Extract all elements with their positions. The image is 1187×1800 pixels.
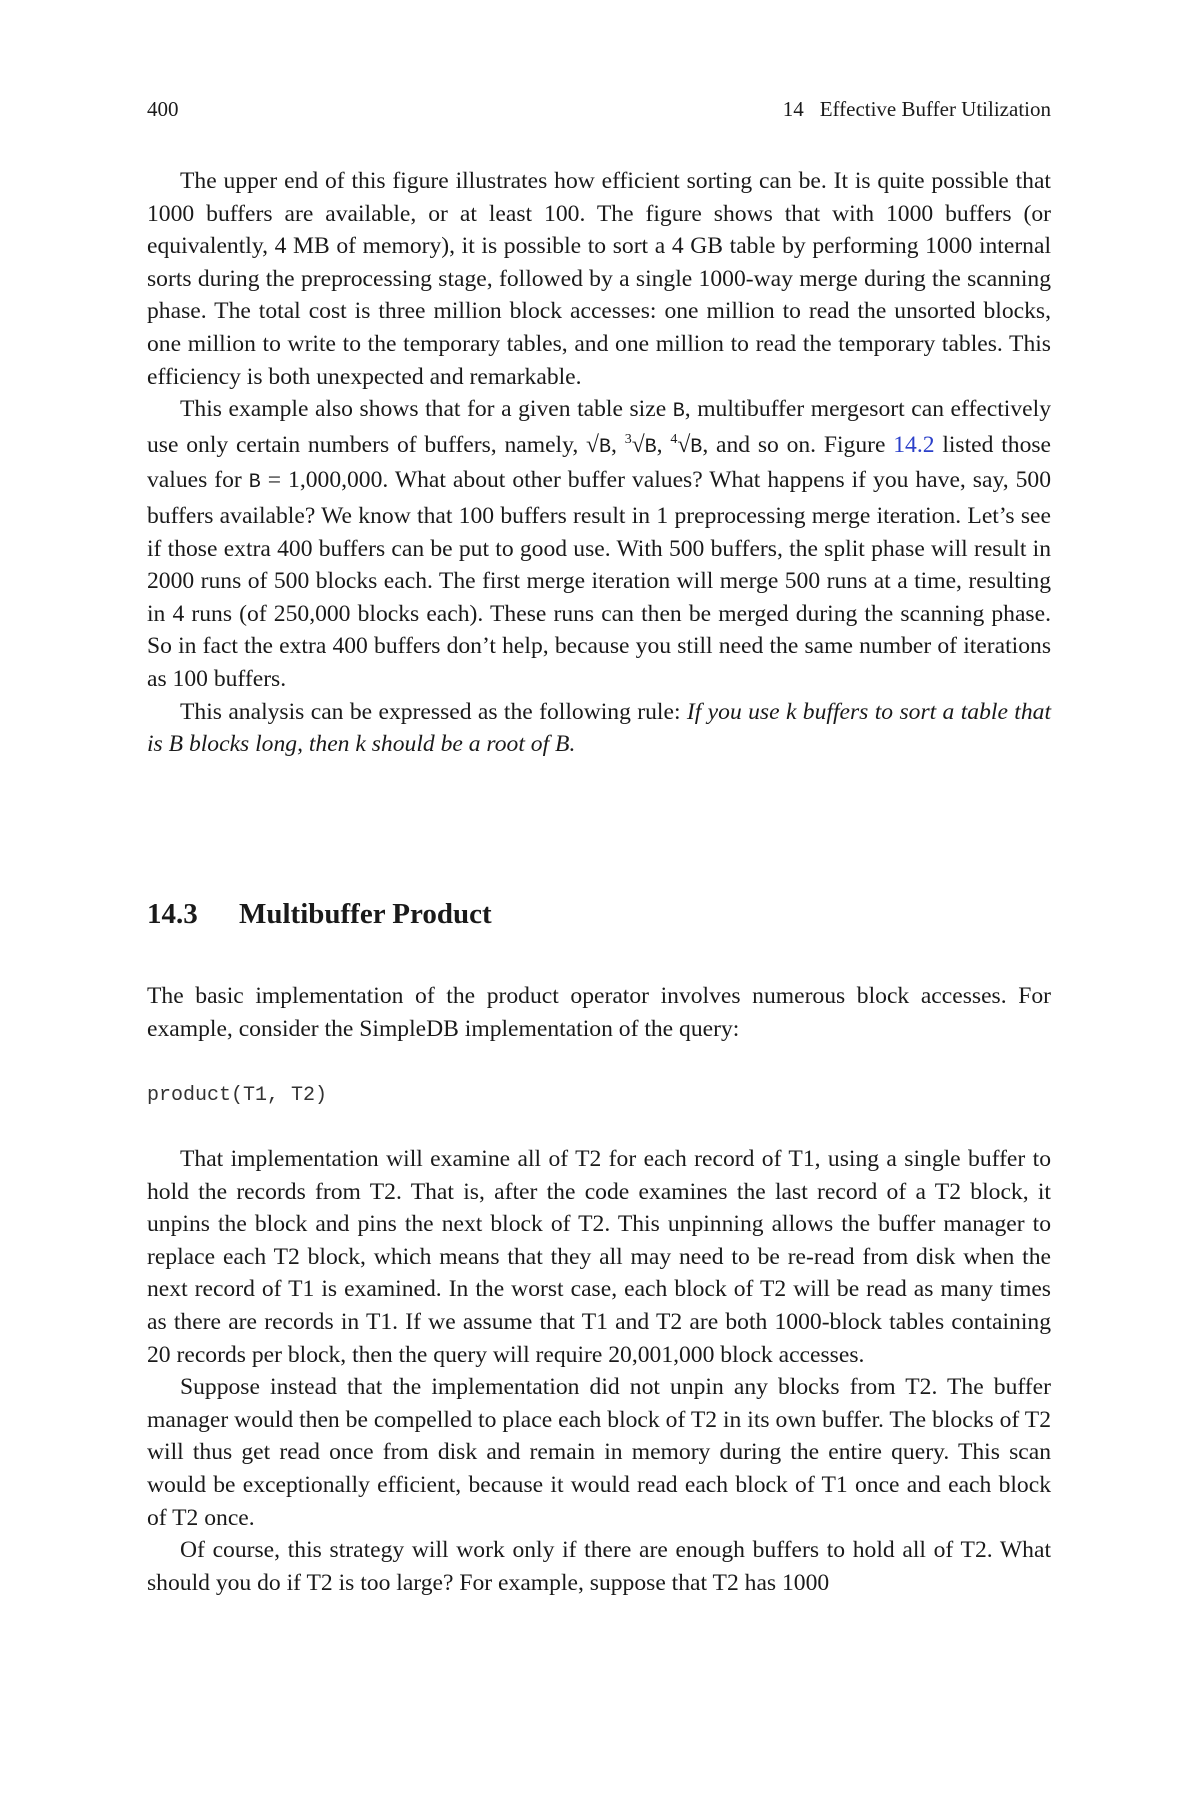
section-title: Multibuffer Product [239, 898, 492, 930]
paragraph-rule: This analysis can be expressed as the following rule: If you use k buffers to sort a table that is B blocks long, then k should be a root of B. [147, 698, 1051, 758]
book-page [147, 0, 1051, 1800]
rule-statement: If you use k buffers to sort a table that is B blocks long, then k should be a root of B. [147, 698, 1051, 758]
chapter-heading [783, 96, 1051, 122]
section-number: 14.3 [147, 898, 198, 930]
page-number: 400 [147, 97, 179, 121]
paragraph-implementation: That implementation will examine all of T2 for each record of T1, using a single buffer to hold the records from T2. That is, after the code examines the last record of a T2 block, it unpins the block and pins the next block of T2. This unpinning allows the buffer manager to replace each T2 block, which means that they all may need to be re-read from disk when the next record of T1 is examined. In the worst case, each block of T2 will be read as many times as there are records in T1. If we assume that T1 and T2 are both 1000-block tables containing 20 records per block, then the query will require 20,001,000 block accesses. [147, 1146, 1051, 1368]
code-snippet: product(T1, T2) [147, 1084, 328, 1107]
text-block-sorting [147, 165, 1051, 761]
figure-link[interactable]: 14.2 [893, 431, 935, 458]
text-block-product [147, 1143, 1051, 1599]
paragraph-large-t2: Of course, this strategy will work only if there are enough buffers to hold all of T2. What should you do if T2 is too large? For example, suppose that T2 has 1000 [147, 1537, 1051, 1596]
text-block-intro [147, 980, 1051, 1045]
section-heading [147, 896, 492, 932]
paragraph-product-intro: The basic implementation of the product operator involves numerous block accesses. For example, consider the SimpleDB implementation of the query: [147, 983, 1051, 1042]
chapter-title: Effective Buffer Utilization [819, 97, 1051, 121]
chapter-number: 14 [782, 97, 804, 121]
paragraph-sorting-efficiency: The upper end of this figure illustrates how efficient sorting can be. It is quite possible that 1000 buffers are available, or at least 100. The figure shows that with 1000 buffers (or equivalently, 4 MB of memory), it is possible to sort a 4 GB table by performing 1000 internal sorts during the preprocessing stage, followed by a single 1000-way merge during the scanning phase. The total cost is three million block accesses: one million to read the unsorted blocks, one million to write to the temporary tables, and one million to read the temporary tables. This efficiency is both unexpected and remarkable. [147, 168, 1051, 390]
running-header [147, 96, 1051, 122]
paragraph-buffer-roots: This example also shows that for a given table size B, multibuffer mergesort can effectively use only certain numbers of buffers, namely, √B, $^3$√B, $^4$√B, and so on. Figure 14.2 listed those values for B = 1,000,000. What about other buffer values? What happens if you have, say, 500 buffers available? We know that 100 buffers result in 1 preprocessing merge iteration. Let’s see if those extra 400 buffers can be put to good use. With 500 buffers, the split phase will result in 2000 runs of 500 blocks each. The first merge iteration will merge 500 runs at a time, resulting in 4 runs (of 250,000 blocks each). These runs can then be merged during the scanning phase. So in fact the extra 400 buffers don’t help, because you still need the same number of iterations as 100 buffers. [147, 396, 1052, 692]
paragraph-no-unpin: Suppose instead that the implementation did not unpin any blocks from T2. The buffer manager would then be compelled to place each block of T2 in its own buffer. The blocks of T2 will thus get read once from disk and remain in memory during the entire query. This scan would be exceptionally efficient, because it would read each block of T1 once and each block of T2 once. [147, 1374, 1051, 1531]
